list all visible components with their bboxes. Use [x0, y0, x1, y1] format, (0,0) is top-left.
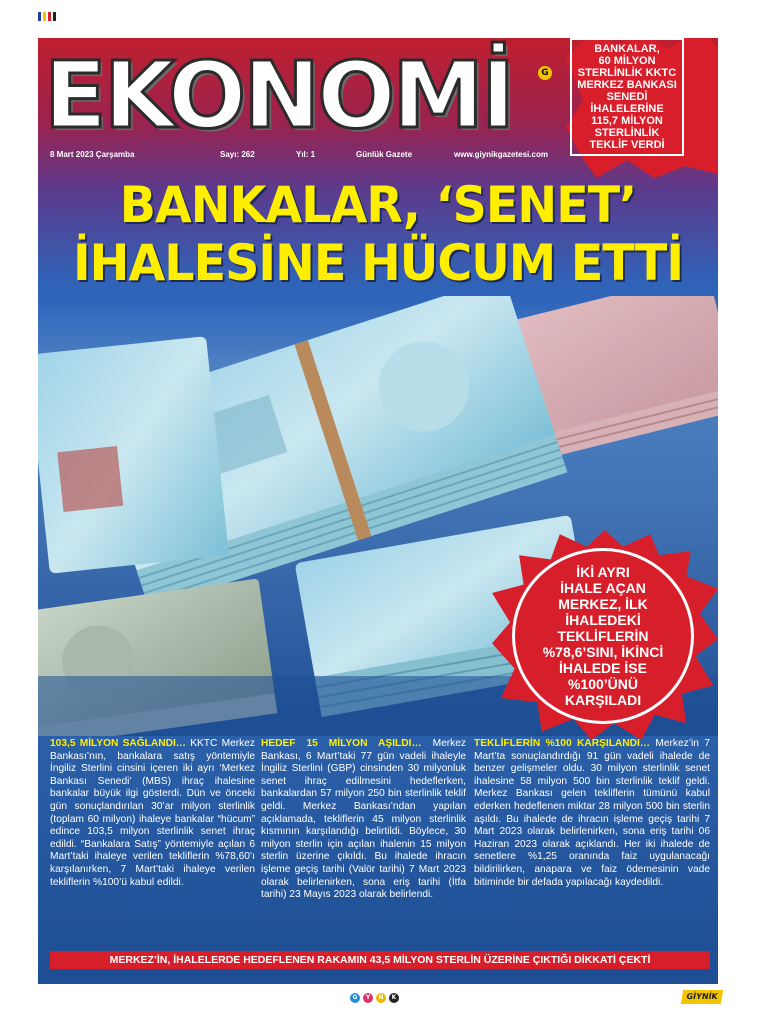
dot-letter: K	[389, 993, 399, 1003]
issue-number: Sayı: 262	[220, 150, 255, 159]
promo-line: 115,7 MİLYON	[591, 115, 663, 127]
callout-line: %78,6’SINI, İKİNCİ	[542, 644, 664, 660]
column-body: Merkez’in 7 Mart’ta sonuçlandırdığı 91 gün vadeli ihalede de benzer gelişmeler oldu. 30 milyon sterlinlik senet ihalesine 58 milyon 500 bin sterlinlik teklif geldi. Merkez Bankası gelen tekliflerin tümünü kabul ederken hedeflenen miktar 28 milyon 500 bin sterlin aşıldı. Bu ihalede de ihracın işleme geçiş tarihi 7 Mart 2023 olarak belirlenirken, sona eriş tarihi 06 Haziran 2023 olarak açıklandı. Her iki ihalede de senetlere %1,25 oranında faiz uygulanacağı bildirilirken, anapara ve faiz ödemesinin vade bitiminde bir defada yapılacağı kaydedildi.	[474, 738, 710, 888]
main-headline	[38, 176, 718, 292]
callout-line: İHALE AÇAN	[560, 580, 646, 596]
dot-letter: N	[376, 993, 386, 1003]
dot-letter: Y	[363, 993, 373, 1003]
callout-line: %100’ÜNÜ	[567, 676, 639, 692]
brand-logo: GİYNİK	[681, 990, 723, 1004]
callout-line: İHALEDEKİ	[565, 612, 641, 628]
page-color-dots	[350, 993, 399, 1003]
website-link[interactable]: www.giynikgazetesi.com	[454, 150, 548, 159]
newspaper-page	[38, 38, 718, 984]
masthead-title: EKONOMİ	[44, 42, 513, 149]
callout-line: İKİ AYRI	[576, 564, 630, 580]
article-columns	[50, 738, 712, 946]
promo-line: TEKLİF VERDİ	[589, 139, 665, 151]
callout-line: MERKEZ, İLK	[558, 596, 648, 612]
headline-line-2: İHALESİNE HÜCUM ETTİ	[72, 234, 684, 292]
column-heading: 103,5 MİLYON SAĞLANDI…	[50, 738, 191, 749]
promo-line: STERLİNLİK KKTC	[577, 67, 677, 79]
promo-line: 60 MİLYON	[598, 55, 656, 67]
promo-box	[570, 38, 684, 156]
color-marks	[38, 12, 56, 21]
promo-line: SENEDİ	[606, 91, 648, 103]
promo-line: BANKALAR,	[594, 43, 660, 55]
article-column-1	[50, 738, 255, 889]
publication-type: Günlük Gazete	[356, 150, 413, 159]
publication-year: Yıl: 1	[296, 150, 316, 159]
footer-banner: MERKEZ’İN, İHALELERDE HEDEFLENEN RAKAMIN 43,5 MİLYON STERLİN ÜZERİNE ÇIKTIĞI DİKKATİ ÇEKTİ	[50, 951, 710, 969]
promo-line: MERKEZ BANKASI	[577, 79, 677, 91]
giynik-logo-icon: G	[538, 66, 552, 80]
dot-letter: G	[350, 993, 360, 1003]
callout-bubble	[512, 548, 694, 724]
dateline	[50, 150, 550, 164]
callout-line: TEKLİFLERİN	[557, 628, 649, 644]
promo-line: İHALELERİNE	[590, 103, 664, 115]
column-heading: TEKLİFLERİN %100 KARŞILANDI…	[474, 738, 656, 749]
article-column-3	[474, 738, 710, 889]
callout-line: KARŞILADI	[564, 692, 642, 708]
column-body: KKTC Merkez Bankası’nın, bankalara satış yöntemiyle İngiliz Sterlini cinsini içeren iki ayrı ‘Merkez Bankası Senedi’ (MBS) ihraç ihalesine bankalar büyük ilgi gösterdi. Dün ve önceki gün sonuçlandırılan 30’ar milyon sterlinlik (toplam 60 milyon) ihaleye bankalar “hücum” edince 103,5 milyon sterlinlik senet ihraç edildi. “Bankalara Satış” yöntemiyle açılan 6 Mart’taki ihaleye verilen tekliflerin %78,60’ı karşılanırken, 7 Mart’taki ihaleye verilen tekliflerin %100’ü kabul edildi.	[50, 738, 255, 888]
headline-line-1: BANKALAR, ‘SENET’	[119, 176, 637, 234]
promo-line: STERLİNLİK	[594, 127, 660, 139]
article-column-2	[261, 738, 466, 902]
callout-line: İHALEDE İSE	[559, 660, 647, 676]
column-heading: HEDEF 15 MİLYON AŞILDI…	[261, 738, 433, 749]
masthead	[44, 42, 564, 149]
issue-date: 8 Mart 2023 Çarşamba	[50, 150, 135, 159]
column-body: Merkez Bankası, 6 Mart’taki 77 gün vadeli ihaleyle İngiliz Sterlini (GBP) cinsinden 30 milyonluk senet ihraç edilmesini hedeflerken, bankalardan 57 milyon 250 bin sterlinlik teklif geldi. Merkez Bankası’ndan yapılan açıklamada, tekliflerin 45 milyon sterlinlik kısmının karşılandığı belirtildi. Böylece, 30 milyon sterlin için açılan ihalenin 15 milyon sterlin üzerine çıkıldı. Bu ihalede ihracın işleme geçiş tarihi (Valör tarihi) 7 Mart 2023 olarak belirlenirken, sona eriş tarihi (İtfa tarihi) 23 Mayıs 2023 olarak belirlendi.	[261, 738, 466, 901]
